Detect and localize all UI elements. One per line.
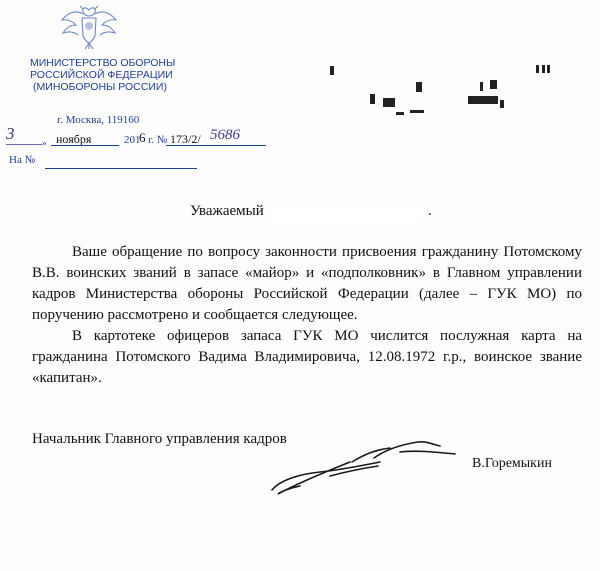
signer-name: В.Горемыкин: [472, 456, 552, 471]
date-month: ноября: [56, 132, 92, 146]
date-day-underline: [6, 144, 42, 145]
reply-to-label: На №: [9, 154, 36, 166]
city-postcode: г. Москва, 119160: [57, 114, 140, 126]
doc-number: 173/2/: [170, 132, 201, 146]
double-headed-eagle-emblem: [58, 4, 120, 50]
ministry-line-3: (МИНОБОРОНЫ РОССИИ): [33, 81, 167, 93]
doc-number-underline: [166, 145, 266, 146]
reply-to-underline: [45, 168, 197, 169]
date-number-line: [6, 124, 266, 148]
ministry-name: [30, 57, 176, 93]
doc-number-handwritten: 5686: [210, 127, 240, 143]
redacted-name: [272, 206, 422, 222]
signer-title: Начальник Главного управления кадров: [32, 431, 287, 447]
year-number-label: г. №: [148, 134, 168, 146]
salutation: Уважаемый: [190, 203, 264, 219]
ministry-line-2: РОССИЙСКОЙ ФЕДЕРАЦИИ: [30, 69, 173, 81]
quote-mark: »: [42, 138, 47, 148]
date-month-underline: [51, 145, 119, 146]
date-year-prefix: 201: [124, 134, 141, 146]
date-day: 3: [6, 124, 15, 143]
date-year-suffix: 6: [139, 130, 146, 145]
ministry-line-1: МИНИСТЕРСТВО ОБОРОНЫ: [30, 57, 176, 69]
salutation-end: .: [428, 203, 432, 219]
paragraph-1: Ваше обращение по вопросу законности присвоения гражданину Потомскому В.В. воинских званий в запасе «майор» и «подполковник» в Главном управлении кадров Министерства обороны Российской Федерации (далее – ГУК МО) по поручению рассмотрено и сообщается следующее.: [32, 244, 582, 323]
paragraph-2: В картотеке офицеров запаса ГУК МО числится послужная карта на гражданина Потомского Вадима Владимировича, 12.08.1972 г.р., воинское звание «капитан».: [32, 328, 582, 386]
addressee-redacted: [328, 62, 558, 118]
handwritten-signature: [270, 432, 470, 502]
